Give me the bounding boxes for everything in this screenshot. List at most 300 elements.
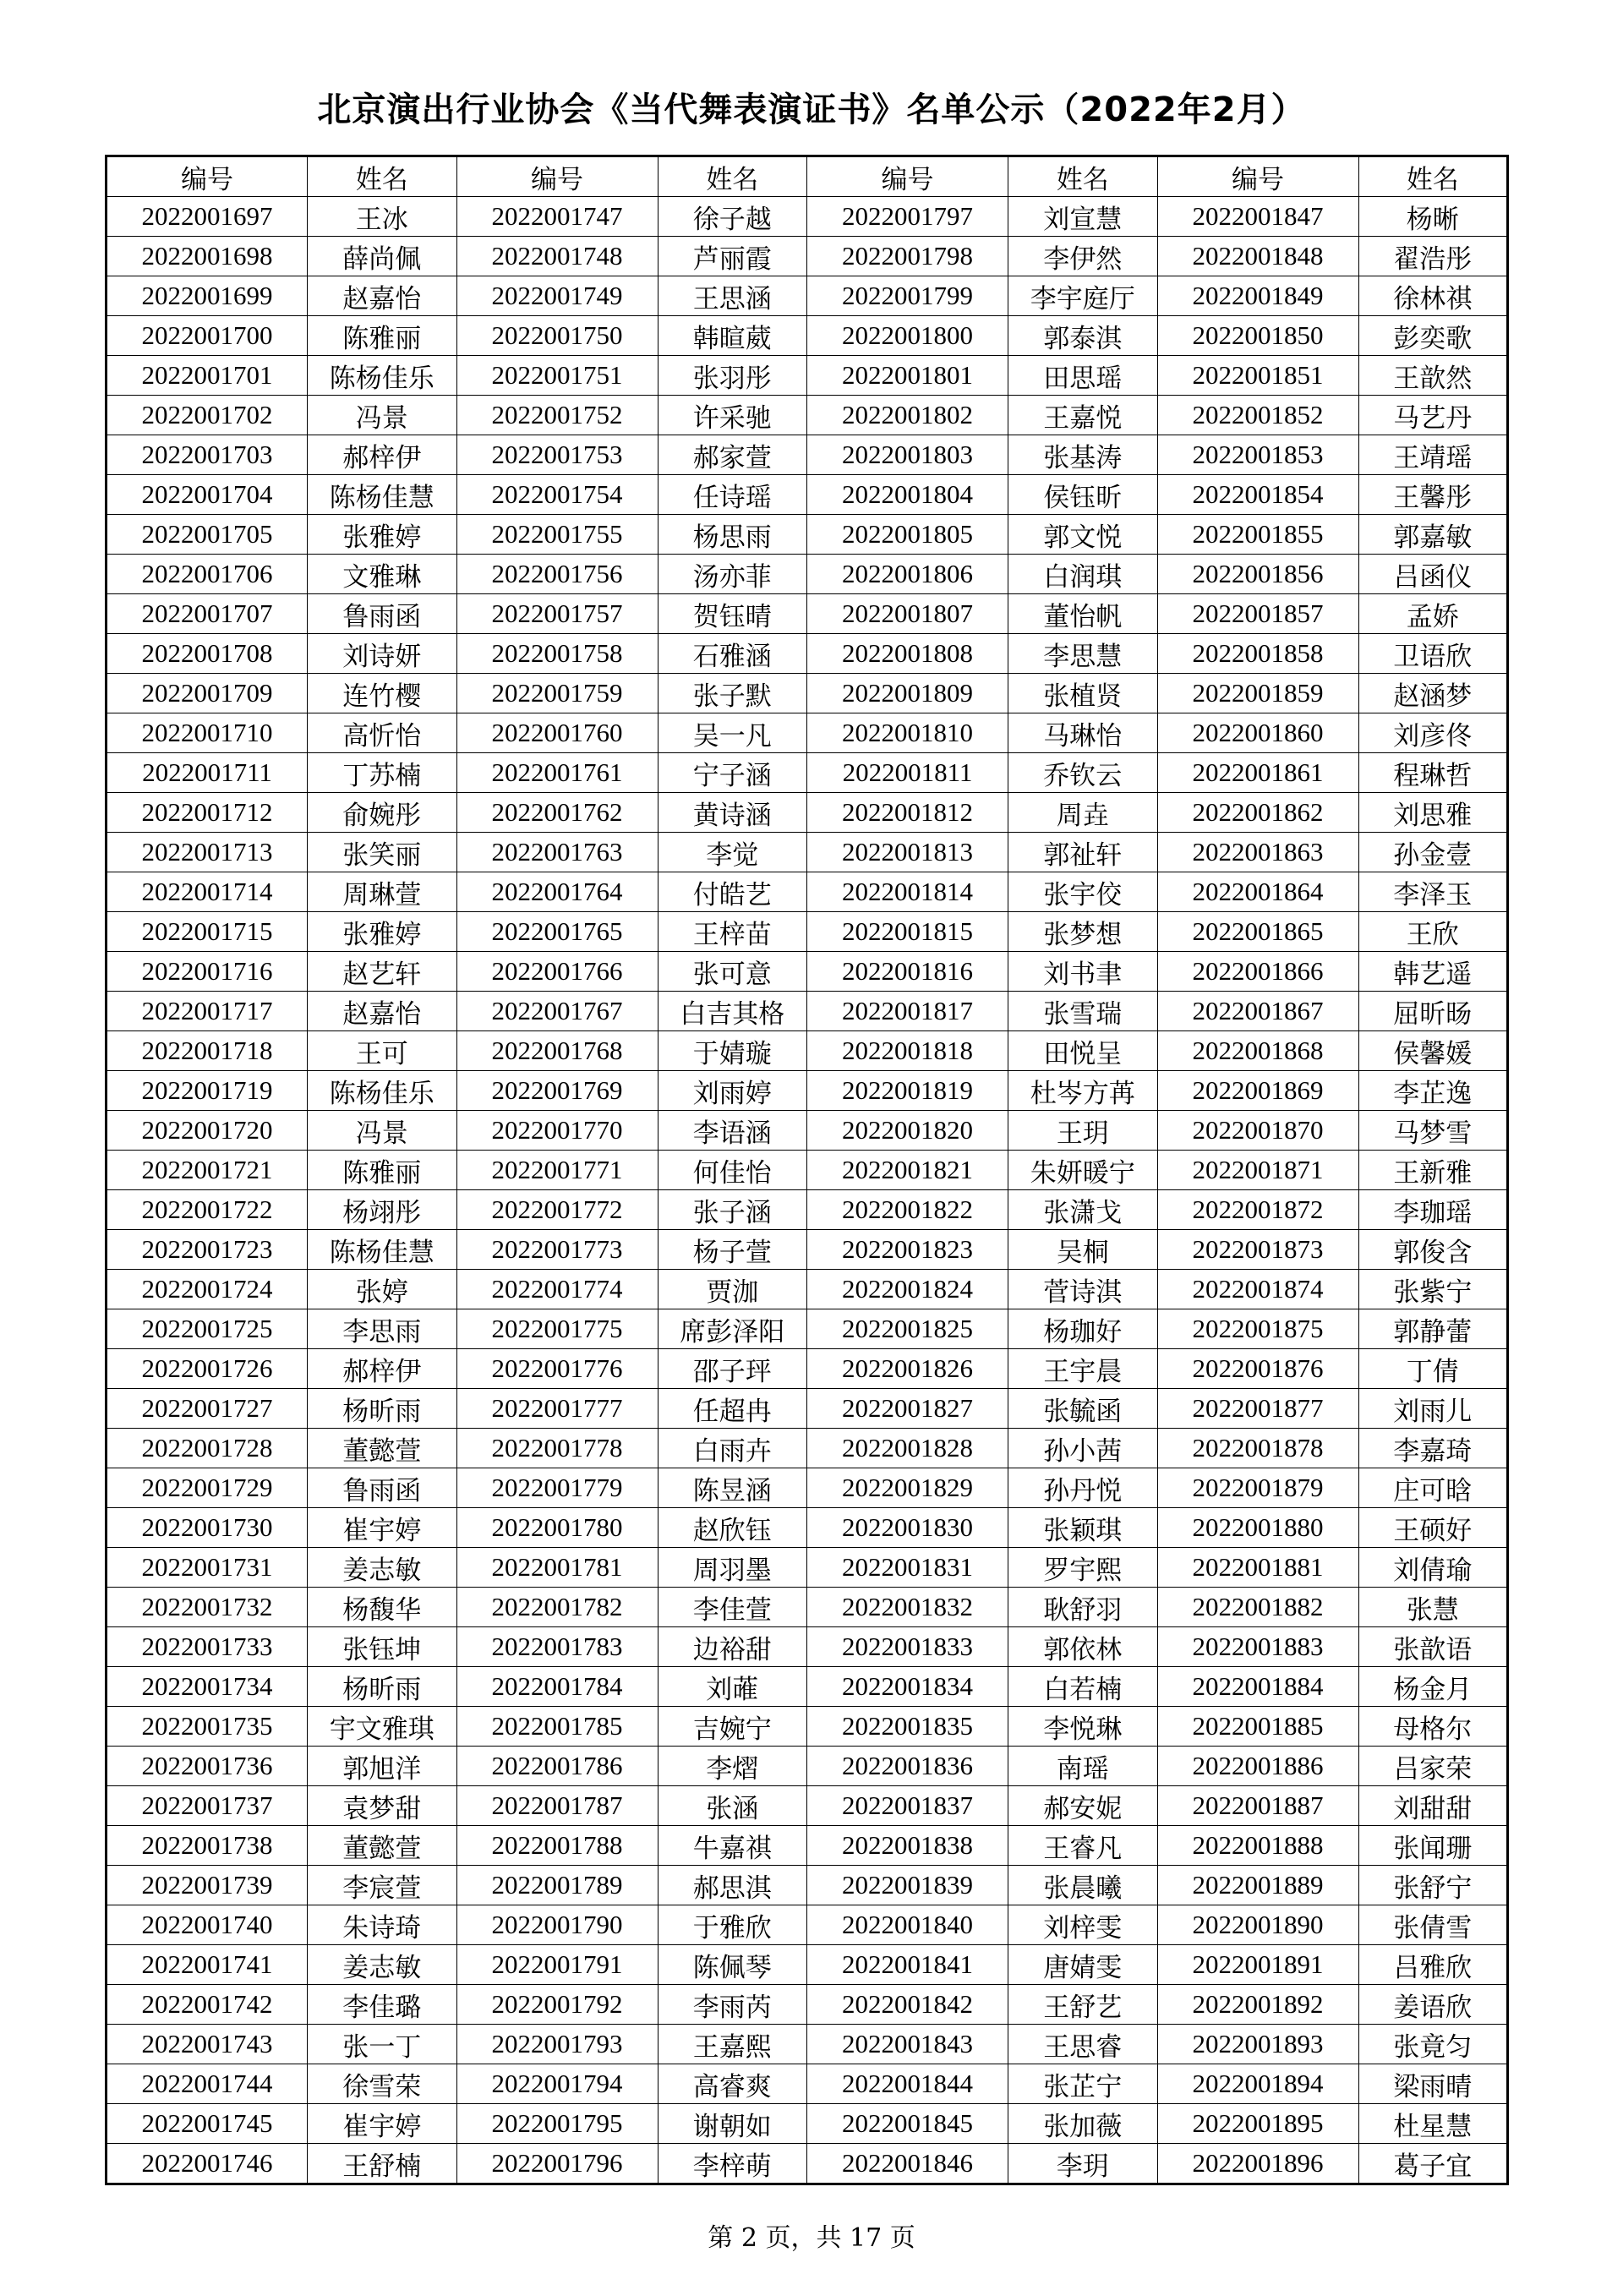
- certificate-number-cell: 2022001823: [807, 1230, 1008, 1270]
- table-row: [107, 634, 1508, 674]
- roster-table: [105, 155, 1509, 2185]
- certificate-number-cell: 2022001809: [807, 674, 1008, 713]
- certificate-number-cell: 2022001700: [107, 316, 308, 356]
- person-name-cell: 吴桐: [1008, 1230, 1158, 1270]
- person-name-cell: 葛子宜: [1358, 2144, 1508, 2184]
- certificate-number-cell: 2022001812: [807, 793, 1008, 833]
- table-row: [107, 992, 1508, 1031]
- person-name-cell: 董懿萱: [308, 1826, 457, 1866]
- page-footer: 第 2 页，共 17 页: [708, 2223, 915, 2253]
- certificate-number-cell: 2022001802: [807, 396, 1008, 435]
- person-name-cell: 刘雨儿: [1358, 1389, 1508, 1429]
- person-name-cell: 郝安妮: [1008, 1786, 1158, 1826]
- person-name-cell: 于婧璇: [658, 1031, 807, 1071]
- certificate-number-cell: 2022001794: [456, 2064, 658, 2104]
- certificate-number-cell: 2022001825: [807, 1309, 1008, 1349]
- certificate-number-cell: 2022001826: [807, 1349, 1008, 1389]
- certificate-number-cell: 2022001891: [1157, 1945, 1358, 1985]
- certificate-number-cell: 2022001861: [1157, 753, 1358, 793]
- person-name-cell: 王舒楠: [308, 2144, 457, 2184]
- person-name-cell: 母格尔: [1358, 1707, 1508, 1747]
- certificate-number-cell: 2022001786: [456, 1747, 658, 1786]
- certificate-number-cell: 2022001849: [1157, 276, 1358, 316]
- certificate-number-cell: 2022001824: [807, 1270, 1008, 1309]
- person-name-cell: 李宇庭厅: [1008, 276, 1158, 316]
- person-name-cell: 吴一凡: [658, 713, 807, 753]
- table-row: [107, 1031, 1508, 1071]
- certificate-number-cell: 2022001803: [807, 435, 1008, 475]
- certificate-number-cell: 2022001851: [1157, 356, 1358, 396]
- certificate-number-cell: 2022001795: [456, 2104, 658, 2144]
- certificate-number-cell: 2022001827: [807, 1389, 1008, 1429]
- certificate-number-cell: 2022001837: [807, 1786, 1008, 1826]
- certificate-number-cell: 2022001701: [107, 356, 308, 396]
- table-row: [107, 276, 1508, 316]
- certificate-number-cell: 2022001858: [1157, 634, 1358, 674]
- certificate-number-cell: 2022001860: [1157, 713, 1358, 753]
- person-name-cell: 韩艺遥: [1358, 952, 1508, 992]
- certificate-number-cell: 2022001708: [107, 634, 308, 674]
- person-name-cell: 郭俊含: [1358, 1230, 1508, 1270]
- person-name-cell: 崔宇婷: [308, 2104, 457, 2144]
- certificate-number-cell: 2022001839: [807, 1866, 1008, 1905]
- certificate-number-cell: 2022001808: [807, 634, 1008, 674]
- person-name-cell: 郭祉轩: [1008, 833, 1158, 872]
- certificate-number-cell: 2022001755: [456, 515, 658, 555]
- person-name-cell: 李佳萱: [658, 1588, 807, 1627]
- table-row: [107, 237, 1508, 276]
- person-name-cell: 周垚: [1008, 793, 1158, 833]
- certificate-number-cell: 2022001699: [107, 276, 308, 316]
- person-name-cell: 孙丹悦: [1008, 1468, 1158, 1508]
- certificate-number-cell: 2022001743: [107, 2025, 308, 2064]
- person-name-cell: 张雪瑞: [1008, 992, 1158, 1031]
- person-name-cell: 杨馥华: [308, 1588, 457, 1627]
- table-row: [107, 1349, 1508, 1389]
- certificate-number-cell: 2022001756: [456, 555, 658, 594]
- certificate-number-cell: 2022001799: [807, 276, 1008, 316]
- certificate-number-cell: 2022001710: [107, 713, 308, 753]
- person-name-cell: 杨昕雨: [308, 1667, 457, 1707]
- person-name-cell: 刘宣慧: [1008, 197, 1158, 237]
- table-row: [107, 674, 1508, 713]
- table-row: [107, 912, 1508, 952]
- person-name-cell: 李伊然: [1008, 237, 1158, 276]
- person-name-cell: 袁梦甜: [308, 1786, 457, 1826]
- person-name-cell: 马琳怡: [1008, 713, 1158, 753]
- person-name-cell: 刘梓雯: [1008, 1905, 1158, 1945]
- person-name-cell: 宇文雅琪: [308, 1707, 457, 1747]
- person-name-cell: 何佳怡: [658, 1151, 807, 1190]
- certificate-number-cell: 2022001792: [456, 1985, 658, 2025]
- certificate-number-cell: 2022001820: [807, 1111, 1008, 1151]
- person-name-cell: 菅诗淇: [1008, 1270, 1158, 1309]
- certificate-number-cell: 2022001833: [807, 1627, 1008, 1667]
- certificate-number-cell: 2022001848: [1157, 237, 1358, 276]
- person-name-cell: 王硕好: [1358, 1508, 1508, 1548]
- certificate-number-cell: 2022001862: [1157, 793, 1358, 833]
- person-name-cell: 张涵: [658, 1786, 807, 1826]
- certificate-number-cell: 2022001791: [456, 1945, 658, 1985]
- certificate-number-cell: 2022001770: [456, 1111, 658, 1151]
- person-name-cell: 程琳哲: [1358, 753, 1508, 793]
- certificate-number-cell: 2022001875: [1157, 1309, 1358, 1349]
- certificate-number-cell: 2022001747: [456, 197, 658, 237]
- person-name-cell: 许采驰: [658, 396, 807, 435]
- certificate-number-cell: 2022001736: [107, 1747, 308, 1786]
- table-row: [107, 475, 1508, 515]
- certificate-number-cell: 2022001818: [807, 1031, 1008, 1071]
- person-name-cell: 孙小茜: [1008, 1429, 1158, 1468]
- certificate-number-cell: 2022001850: [1157, 316, 1358, 356]
- person-name-cell: 李语涵: [658, 1111, 807, 1151]
- person-name-cell: 庄可晗: [1358, 1468, 1508, 1508]
- person-name-cell: 张颖琪: [1008, 1508, 1158, 1548]
- table-row: [107, 396, 1508, 435]
- certificate-number-cell: 2022001757: [456, 594, 658, 634]
- person-name-cell: 张毓函: [1008, 1389, 1158, 1429]
- certificate-number-cell: 2022001782: [456, 1588, 658, 1627]
- certificate-number-cell: 2022001805: [807, 515, 1008, 555]
- certificate-number-cell: 2022001778: [456, 1429, 658, 1468]
- table-row: [107, 1985, 1508, 2025]
- person-name-cell: 卫语欣: [1358, 634, 1508, 674]
- person-name-cell: 王新雅: [1358, 1151, 1508, 1190]
- person-name-cell: 郭嘉敏: [1358, 515, 1508, 555]
- certificate-number-cell: 2022001771: [456, 1151, 658, 1190]
- person-name-cell: 董怡帆: [1008, 594, 1158, 634]
- certificate-number-cell: 2022001769: [456, 1071, 658, 1111]
- person-name-cell: 张慧: [1358, 1588, 1508, 1627]
- person-name-cell: 陈雅丽: [308, 316, 457, 356]
- person-name-cell: 马梦雪: [1358, 1111, 1508, 1151]
- table-row: [107, 197, 1508, 237]
- table-row: [107, 1190, 1508, 1230]
- person-name-cell: 杨晰: [1358, 197, 1508, 237]
- certificate-number-cell: 2022001746: [107, 2144, 308, 2184]
- certificate-number-cell: 2022001767: [456, 992, 658, 1031]
- table-row: [107, 872, 1508, 912]
- certificate-number-cell: 2022001800: [807, 316, 1008, 356]
- person-name-cell: 赵艺轩: [308, 952, 457, 992]
- certificate-number-cell: 2022001817: [807, 992, 1008, 1031]
- certificate-number-cell: 2022001785: [456, 1707, 658, 1747]
- certificate-number-cell: 2022001885: [1157, 1707, 1358, 1747]
- certificate-number-cell: 2022001816: [807, 952, 1008, 992]
- table-row: [107, 952, 1508, 992]
- person-name-cell: 吕雅欣: [1358, 1945, 1508, 1985]
- certificate-number-cell: 2022001774: [456, 1270, 658, 1309]
- certificate-number-cell: 2022001727: [107, 1389, 308, 1429]
- person-name-cell: 徐雪荣: [308, 2064, 457, 2104]
- table-row: [107, 1230, 1508, 1270]
- certificate-number-cell: 2022001868: [1157, 1031, 1358, 1071]
- person-name-cell: 张雅婷: [308, 515, 457, 555]
- table-row: [107, 1905, 1508, 1945]
- certificate-number-cell: 2022001732: [107, 1588, 308, 1627]
- certificate-number-cell: 2022001821: [807, 1151, 1008, 1190]
- certificate-number-cell: 2022001863: [1157, 833, 1358, 872]
- person-name-cell: 李宸萱: [308, 1866, 457, 1905]
- person-name-cell: 杨金月: [1358, 1667, 1508, 1707]
- table-row: [107, 1071, 1508, 1111]
- certificate-number-cell: 2022001796: [456, 2144, 658, 2184]
- person-name-cell: 郭文悦: [1008, 515, 1158, 555]
- person-name-cell: 鲁雨函: [308, 1468, 457, 1508]
- person-name-cell: 刘蓶: [658, 1667, 807, 1707]
- person-name-cell: 陈杨佳乐: [308, 1071, 457, 1111]
- person-name-cell: 张潇戈: [1008, 1190, 1158, 1230]
- person-name-cell: 王玥: [1008, 1111, 1158, 1151]
- certificate-number-cell: 2022001759: [456, 674, 658, 713]
- header-name-4: 姓名: [1358, 156, 1508, 197]
- certificate-number-cell: 2022001787: [456, 1786, 658, 1826]
- person-name-cell: 翟浩彤: [1358, 237, 1508, 276]
- certificate-number-cell: 2022001702: [107, 396, 308, 435]
- person-name-cell: 刘倩瑜: [1358, 1548, 1508, 1588]
- person-name-cell: 杜星慧: [1358, 2104, 1508, 2144]
- person-name-cell: 张羽彤: [658, 356, 807, 396]
- certificate-number-cell: 2022001763: [456, 833, 658, 872]
- certificate-number-cell: 2022001789: [456, 1866, 658, 1905]
- person-name-cell: 王思睿: [1008, 2025, 1158, 2064]
- certificate-number-cell: 2022001859: [1157, 674, 1358, 713]
- certificate-number-cell: 2022001752: [456, 396, 658, 435]
- certificate-number-cell: 2022001852: [1157, 396, 1358, 435]
- certificate-number-cell: 2022001722: [107, 1190, 308, 1230]
- person-name-cell: 郝家萱: [658, 435, 807, 475]
- certificate-number-cell: 2022001740: [107, 1905, 308, 1945]
- person-name-cell: 芦丽霞: [658, 237, 807, 276]
- certificate-number-cell: 2022001838: [807, 1826, 1008, 1866]
- person-name-cell: 石雅涵: [658, 634, 807, 674]
- person-name-cell: 李悦琳: [1008, 1707, 1158, 1747]
- certificate-number-cell: 2022001777: [456, 1389, 658, 1429]
- certificate-number-cell: 2022001874: [1157, 1270, 1358, 1309]
- person-name-cell: 田悦呈: [1008, 1031, 1158, 1071]
- table-row: [107, 1826, 1508, 1866]
- certificate-number-cell: 2022001855: [1157, 515, 1358, 555]
- table-row: [107, 515, 1508, 555]
- certificate-number-cell: 2022001822: [807, 1190, 1008, 1230]
- header-name-1: 姓名: [308, 156, 457, 197]
- certificate-number-cell: 2022001888: [1157, 1826, 1358, 1866]
- certificate-number-cell: 2022001843: [807, 2025, 1008, 2064]
- certificate-number-cell: 2022001872: [1157, 1190, 1358, 1230]
- certificate-number-cell: 2022001857: [1157, 594, 1358, 634]
- certificate-number-cell: 2022001819: [807, 1071, 1008, 1111]
- certificate-number-cell: 2022001724: [107, 1270, 308, 1309]
- certificate-number-cell: 2022001854: [1157, 475, 1358, 515]
- person-name-cell: 朱诗琦: [308, 1905, 457, 1945]
- certificate-number-cell: 2022001779: [456, 1468, 658, 1508]
- certificate-number-cell: 2022001845: [807, 2104, 1008, 2144]
- person-name-cell: 李思雨: [308, 1309, 457, 1349]
- certificate-number-cell: 2022001783: [456, 1627, 658, 1667]
- certificate-number-cell: 2022001880: [1157, 1508, 1358, 1548]
- person-name-cell: 白吉其格: [658, 992, 807, 1031]
- certificate-number-cell: 2022001801: [807, 356, 1008, 396]
- person-name-cell: 董懿萱: [308, 1429, 457, 1468]
- certificate-number-cell: 2022001714: [107, 872, 308, 912]
- person-name-cell: 孟娇: [1358, 594, 1508, 634]
- person-name-cell: 张倩雪: [1358, 1905, 1508, 1945]
- certificate-number-cell: 2022001749: [456, 276, 658, 316]
- certificate-number-cell: 2022001881: [1157, 1548, 1358, 1588]
- person-name-cell: 王欣: [1358, 912, 1508, 952]
- person-name-cell: 白若楠: [1008, 1667, 1158, 1707]
- certificate-number-cell: 2022001760: [456, 713, 658, 753]
- person-name-cell: 王冰: [308, 197, 457, 237]
- certificate-number-cell: 2022001726: [107, 1349, 308, 1389]
- certificate-number-cell: 2022001768: [456, 1031, 658, 1071]
- table-row: [107, 713, 1508, 753]
- person-name-cell: 姜志敏: [308, 1548, 457, 1588]
- table-row: [107, 2025, 1508, 2064]
- person-name-cell: 侯钰昕: [1008, 475, 1158, 515]
- person-name-cell: 吕家荣: [1358, 1747, 1508, 1786]
- certificate-number-cell: 2022001879: [1157, 1468, 1358, 1508]
- person-name-cell: 韩暄葳: [658, 316, 807, 356]
- person-name-cell: 侯馨媛: [1358, 1031, 1508, 1071]
- person-name-cell: 张笑丽: [308, 833, 457, 872]
- person-name-cell: 汤亦菲: [658, 555, 807, 594]
- certificate-number-cell: 2022001813: [807, 833, 1008, 872]
- table-row: [107, 1588, 1508, 1627]
- certificate-number-cell: 2022001895: [1157, 2104, 1358, 2144]
- table-row: [107, 1548, 1508, 1588]
- certificate-number-cell: 2022001698: [107, 237, 308, 276]
- table-row: [107, 594, 1508, 634]
- person-name-cell: 张婷: [308, 1270, 457, 1309]
- person-name-cell: 王舒艺: [1008, 1985, 1158, 2025]
- certificate-number-cell: 2022001892: [1157, 1985, 1358, 2025]
- certificate-number-cell: 2022001864: [1157, 872, 1358, 912]
- person-name-cell: 张加薇: [1008, 2104, 1158, 2144]
- person-name-cell: 郝梓伊: [308, 1349, 457, 1389]
- person-name-cell: 冯景: [308, 396, 457, 435]
- person-name-cell: 李思慧: [1008, 634, 1158, 674]
- certificate-number-cell: 2022001876: [1157, 1349, 1358, 1389]
- certificate-number-cell: 2022001896: [1157, 2144, 1358, 2184]
- certificate-number-cell: 2022001780: [456, 1508, 658, 1548]
- person-name-cell: 李佳璐: [308, 1985, 457, 2025]
- table-row: [107, 1111, 1508, 1151]
- person-name-cell: 田思瑶: [1008, 356, 1158, 396]
- person-name-cell: 屈昕旸: [1358, 992, 1508, 1031]
- certificate-number-cell: 2022001889: [1157, 1866, 1358, 1905]
- person-name-cell: 唐婧雯: [1008, 1945, 1158, 1985]
- table-body: [107, 197, 1508, 2184]
- certificate-number-cell: 2022001869: [1157, 1071, 1358, 1111]
- certificate-number-cell: 2022001870: [1157, 1111, 1358, 1151]
- certificate-number-cell: 2022001758: [456, 634, 658, 674]
- person-name-cell: 张雅婷: [308, 912, 457, 952]
- certificate-number-cell: 2022001853: [1157, 435, 1358, 475]
- table-row: [107, 1389, 1508, 1429]
- person-name-cell: 周羽墨: [658, 1548, 807, 1588]
- table-header-row: [107, 156, 1508, 197]
- person-name-cell: 张歆语: [1358, 1627, 1508, 1667]
- person-name-cell: 李雨芮: [658, 1985, 807, 2025]
- certificate-number-cell: 2022001815: [807, 912, 1008, 952]
- person-name-cell: 张子涵: [658, 1190, 807, 1230]
- certificate-number-cell: 2022001715: [107, 912, 308, 952]
- person-name-cell: 郭依林: [1008, 1627, 1158, 1667]
- person-name-cell: 王馨彤: [1358, 475, 1508, 515]
- person-name-cell: 王思涵: [658, 276, 807, 316]
- person-name-cell: 边裕甜: [658, 1627, 807, 1667]
- person-name-cell: 任超冉: [658, 1389, 807, 1429]
- table-row: [107, 1627, 1508, 1667]
- person-name-cell: 耿舒羽: [1008, 1588, 1158, 1627]
- certificate-number-cell: 2022001856: [1157, 555, 1358, 594]
- table-row: [107, 1786, 1508, 1826]
- certificate-number-cell: 2022001720: [107, 1111, 308, 1151]
- person-name-cell: 杨珈好: [1008, 1309, 1158, 1349]
- certificate-number-cell: 2022001832: [807, 1588, 1008, 1627]
- certificate-number-cell: 2022001878: [1157, 1429, 1358, 1468]
- table-row: [107, 356, 1508, 396]
- person-name-cell: 李觉: [658, 833, 807, 872]
- person-name-cell: 赵嘉怡: [308, 992, 457, 1031]
- certificate-number-cell: 2022001834: [807, 1667, 1008, 1707]
- certificate-number-cell: 2022001729: [107, 1468, 308, 1508]
- certificate-number-cell: 2022001703: [107, 435, 308, 475]
- person-name-cell: 马艺丹: [1358, 396, 1508, 435]
- person-name-cell: 罗宇熙: [1008, 1548, 1158, 1588]
- person-name-cell: 陈昱涵: [658, 1468, 807, 1508]
- person-name-cell: 周琳萱: [308, 872, 457, 912]
- table-row: [107, 753, 1508, 793]
- person-name-cell: 付皓艺: [658, 872, 807, 912]
- certificate-number-cell: 2022001883: [1157, 1627, 1358, 1667]
- table-row: [107, 316, 1508, 356]
- certificate-number-cell: 2022001705: [107, 515, 308, 555]
- person-name-cell: 刘诗妍: [308, 634, 457, 674]
- person-name-cell: 谢朝如: [658, 2104, 807, 2144]
- certificate-number-cell: 2022001748: [456, 237, 658, 276]
- table-row: [107, 793, 1508, 833]
- table-row: [107, 1945, 1508, 1985]
- certificate-number-cell: 2022001716: [107, 952, 308, 992]
- person-name-cell: 张晨曦: [1008, 1866, 1158, 1905]
- person-name-cell: 杨昕雨: [308, 1389, 457, 1429]
- person-name-cell: 乔钦云: [1008, 753, 1158, 793]
- certificate-number-cell: 2022001829: [807, 1468, 1008, 1508]
- certificate-number-cell: 2022001841: [807, 1945, 1008, 1985]
- certificate-number-cell: 2022001721: [107, 1151, 308, 1190]
- person-name-cell: 于雅欣: [658, 1905, 807, 1945]
- table-row: [107, 1667, 1508, 1707]
- certificate-number-cell: 2022001733: [107, 1627, 308, 1667]
- certificate-number-cell: 2022001742: [107, 1985, 308, 2025]
- person-name-cell: 徐子越: [658, 197, 807, 237]
- certificate-number-cell: 2022001766: [456, 952, 658, 992]
- certificate-number-cell: 2022001775: [456, 1309, 658, 1349]
- certificate-number-cell: 2022001737: [107, 1786, 308, 1826]
- certificate-number-cell: 2022001773: [456, 1230, 658, 1270]
- person-name-cell: 薛尚佩: [308, 237, 457, 276]
- person-name-cell: 张宇佼: [1008, 872, 1158, 912]
- person-name-cell: 王嘉悦: [1008, 396, 1158, 435]
- person-name-cell: 陈杨佳乐: [308, 356, 457, 396]
- certificate-number-cell: 2022001873: [1157, 1230, 1358, 1270]
- person-name-cell: 张芷宁: [1008, 2064, 1158, 2104]
- person-name-cell: 陈佩琴: [658, 1945, 807, 1985]
- person-name-cell: 刘雨婷: [658, 1071, 807, 1111]
- certificate-number-cell: 2022001807: [807, 594, 1008, 634]
